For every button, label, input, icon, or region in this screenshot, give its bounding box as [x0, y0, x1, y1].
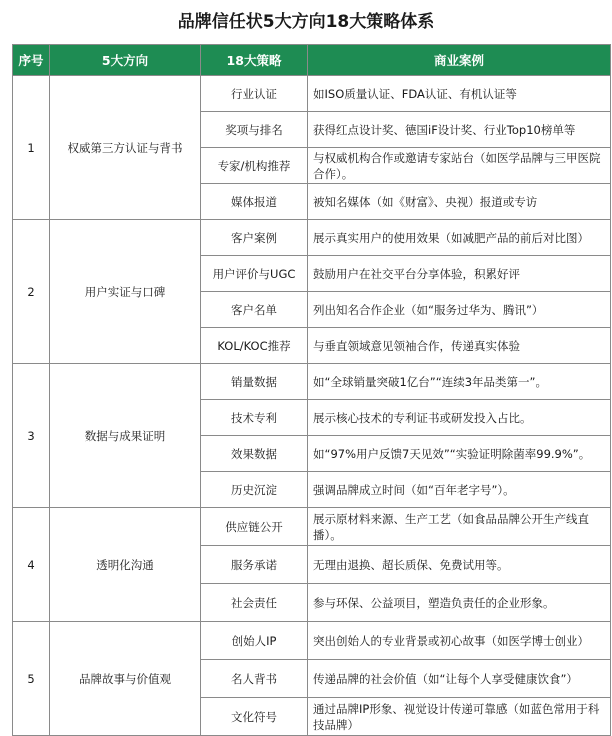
- group-direction: 权威第三方认证与背书: [50, 76, 201, 220]
- case-cell: 强调品牌成立时间（如“百年老字号”）。: [308, 472, 611, 508]
- strategy-cell: 文化符号: [201, 698, 308, 736]
- case-cell: 突出创始人的专业背景或初心故事（如医学博士创业）: [308, 622, 611, 660]
- case-cell: 展示真实用户的使用效果（如减肥产品的前后对比图）: [308, 220, 611, 256]
- strategy-cell: 客户案例: [201, 220, 308, 256]
- strategy-cell: 行业认证: [201, 76, 308, 112]
- case-cell: 参与环保、公益项目，塑造负责任的企业形象。: [308, 584, 611, 622]
- page-title: 品牌信任状5大方向18大策略体系: [177, 12, 435, 32]
- group-direction: 透明化沟通: [50, 508, 201, 622]
- group-direction: 数据与成果证明: [50, 364, 201, 508]
- strategy-cell: 社会责任: [201, 584, 308, 622]
- table-row: [13, 622, 611, 660]
- case-cell: 通过品牌IP形象、视觉设计传递可靠感（如蓝色常用于科技品牌）: [308, 698, 611, 736]
- case-cell: 获得红点设计奖、德国iF设计奖、行业Top10榜单等: [308, 112, 611, 148]
- table-row: [13, 220, 611, 256]
- case-cell: 无理由退换、超长质保、免费试用等。: [308, 546, 611, 584]
- case-cell: 列出知名合作企业（如“服务过华为、腾讯”）: [308, 292, 611, 328]
- strategy-cell: 历史沉淀: [201, 472, 308, 508]
- case-cell: 如“全球销量突破1亿台”“连续3年品类第一”。: [308, 364, 611, 400]
- strategy-cell: 技术专利: [201, 400, 308, 436]
- strategy-cell: 专家/机构推荐: [201, 148, 308, 184]
- strategy-cell: 媒体报道: [201, 184, 308, 220]
- case-cell: 鼓励用户在社交平台分享体验，积累好评: [308, 256, 611, 292]
- group-direction: 用户实证与口碑: [50, 220, 201, 364]
- group-index: 3: [13, 364, 50, 508]
- strategy-cell: KOL/KOC推荐: [201, 328, 308, 364]
- case-cell: 与权威机构合作或邀请专家站台（如医学品牌与三甲医院合作）。: [308, 148, 611, 184]
- header-index: 序号: [13, 45, 50, 76]
- strategy-cell: 奖项与排名: [201, 112, 308, 148]
- case-cell: 传递品牌的社会价值（如“让每个人享受健康饮食”）: [308, 660, 611, 698]
- group-index: 2: [13, 220, 50, 364]
- case-cell: 展示原材料来源、生产工艺（如食品品牌公开生产线直播）。: [308, 508, 611, 546]
- table-header-row: [13, 45, 611, 76]
- strategy-cell: 服务承诺: [201, 546, 308, 584]
- header-strategy: 18大策略: [201, 45, 308, 76]
- group-index: 4: [13, 508, 50, 622]
- header-direction: 5大方向: [50, 45, 201, 76]
- case-cell: 被知名媒体（如《财富》、央视）报道或专访: [308, 184, 611, 220]
- table-row: [13, 508, 611, 546]
- strategy-cell: 用户评价与UGC: [201, 256, 308, 292]
- strategy-cell: 效果数据: [201, 436, 308, 472]
- strategy-cell: 销量数据: [201, 364, 308, 400]
- group-direction: 品牌故事与价值观: [50, 622, 201, 736]
- strategy-cell: 供应链公开: [201, 508, 308, 546]
- group-index: 5: [13, 622, 50, 736]
- table-row: [13, 364, 611, 400]
- case-cell: 与垂直领域意见领袖合作，传递真实体验: [308, 328, 611, 364]
- table-row: [13, 76, 611, 112]
- case-cell: 展示核心技术的专利证书或研发投入占比。: [308, 400, 611, 436]
- strategy-cell: 客户名单: [201, 292, 308, 328]
- case-cell: 如“97%用户反馈7天见效”“实验证明除菌率99.9%”。: [308, 436, 611, 472]
- strategy-table: [12, 44, 611, 736]
- group-index: 1: [13, 76, 50, 220]
- strategy-cell: 名人背书: [201, 660, 308, 698]
- header-case: 商业案例: [308, 45, 611, 76]
- case-cell: 如ISO质量认证、FDA认证、有机认证等: [308, 76, 611, 112]
- strategy-cell: 创始人IP: [201, 622, 308, 660]
